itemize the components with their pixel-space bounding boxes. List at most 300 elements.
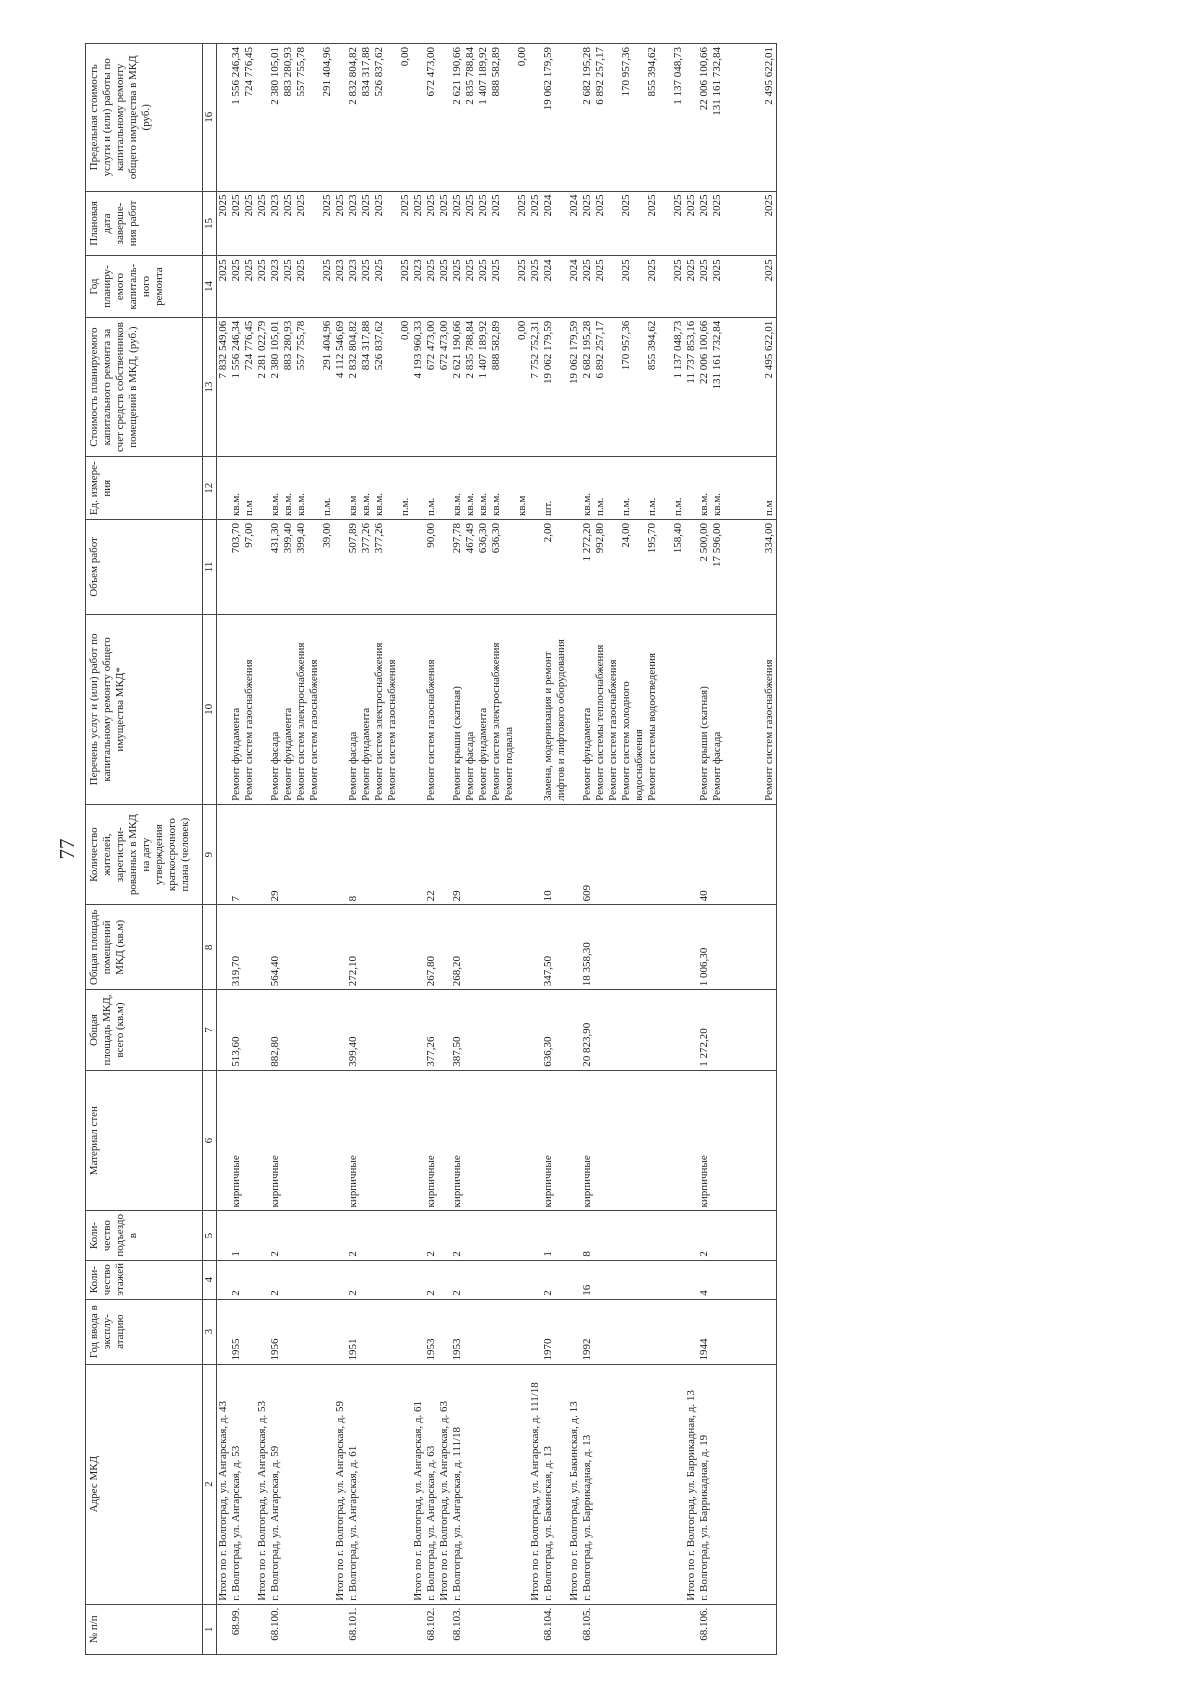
table-cell: 267,80	[425, 905, 438, 990]
column-number: 14	[203, 256, 217, 317]
table-cell: 2 832 804,82 834 317,88 526 837,62 0,00	[347, 317, 412, 457]
table-cell: 68.102.	[425, 1604, 438, 1654]
table-cell: 18 358,30	[581, 905, 685, 990]
table-cell: 268,20	[451, 905, 529, 990]
table-cell: Ремонт фасада Ремонт фундамента Ремонт систем электроснабжения Ремонт систем газоснабжения	[347, 614, 412, 804]
table-cell: Замена, модернизация и ремонт лифтов и лифтового оборудования	[542, 614, 568, 804]
table-cell: 19 062 179,59	[568, 317, 581, 457]
table-cell	[256, 990, 269, 1070]
table-cell: 2025 2025 2025 2025 2025	[581, 191, 685, 256]
table-cell	[256, 1299, 269, 1364]
table-cell: 2025 2025 2025	[698, 256, 777, 317]
column-number: 1	[203, 1604, 217, 1654]
table-cell	[529, 614, 542, 804]
table-cell: 1	[542, 1211, 568, 1260]
table-cell: 2	[425, 1260, 438, 1299]
table-cell: кв.м. кв.м. кв.м. п.м.	[269, 457, 334, 520]
table-cell: 2025 2025	[230, 191, 256, 256]
table-cell: Итого по г. Волгоград, ул. Баррикадная, д. 13	[685, 1364, 698, 1604]
table-cell: Ремонт крыши (скатная) Ремонт фасада Ремонт систем газоснабжения	[698, 614, 777, 804]
table-cell: кв.м. п.м. п.м. п.м. п.м.	[581, 457, 685, 520]
table-cell	[412, 519, 425, 614]
table-cell: 2	[451, 1260, 529, 1299]
column-number: 10	[203, 614, 217, 804]
table-cell: 2023 2025 2025 2025	[269, 191, 334, 256]
table-cell	[568, 1299, 581, 1364]
table-cell: кирпичные	[698, 1070, 777, 1211]
table-cell	[568, 990, 581, 1070]
table-cell: 10	[542, 804, 568, 905]
table-cell: 2 832 804,82 834 317,88 526 837,62 0,00	[347, 44, 412, 192]
table-cell: 2	[425, 1211, 438, 1260]
table-cell: 2025 2025 2025 2025 2025	[451, 191, 529, 256]
table-row	[230, 44, 256, 1655]
table-cell: 1955	[230, 1299, 256, 1364]
table-cell	[334, 990, 347, 1070]
table-cell: п.м.	[425, 457, 438, 520]
table-cell: кирпичные	[230, 1070, 256, 1211]
table-cell: 1970	[542, 1299, 568, 1364]
table-cell	[568, 804, 581, 905]
table-cell	[217, 905, 231, 990]
table-cell	[568, 457, 581, 520]
table-cell: кирпичные	[347, 1070, 412, 1211]
table-cell: кв.м. кв.м. п.м	[698, 457, 777, 520]
table-cell	[217, 44, 231, 192]
table-cell	[568, 1070, 581, 1211]
table-cell: 68.104.	[542, 1604, 568, 1654]
table-cell: 1	[230, 1211, 256, 1260]
table-cell: 2025	[685, 256, 698, 317]
total-row	[685, 44, 698, 1655]
table-cell: г. Волгоград, ул. Ангарская, д. 59	[269, 1364, 334, 1604]
table-cell	[412, 1260, 425, 1299]
table-cell	[334, 1070, 347, 1211]
table-cell: 1953	[451, 1299, 529, 1364]
table-cell	[412, 990, 425, 1070]
column-number: 11	[203, 519, 217, 614]
table-row	[581, 44, 685, 1655]
total-row	[412, 44, 425, 1655]
table-cell: г. Волгоград, ул. Ангарская, д. 63	[425, 1364, 438, 1604]
table-cell: Итого по г. Волгоград, ул. Ангарская, д. 63	[438, 1364, 451, 1604]
table-cell: г. Волгоград, ул. Ангарская, д. 53	[230, 1364, 256, 1604]
table-cell: 2 281 022,79	[256, 317, 269, 457]
table-cell	[685, 1299, 698, 1364]
table-cell: г. Волгоград, ул. Ангарская, д. 61	[347, 1364, 412, 1604]
header-max-cost: Предельная стоимость услуги и (или) работы по капитальному ремонту общего имущества в МКД (руб.)	[86, 44, 203, 192]
header-work-volume: Объем работ	[86, 519, 203, 614]
table-cell	[529, 905, 542, 990]
table-cell: Итого по г. Волгоград, ул. Ангарская, д. 61	[412, 1364, 425, 1604]
column-number: 13	[203, 317, 217, 457]
table-cell	[412, 804, 425, 905]
table-cell: 2 380 105,01 883 280,93 557 755,78 291 404,96	[269, 317, 334, 457]
table-cell	[334, 519, 347, 614]
table-row	[451, 44, 529, 1655]
table-cell: 2 621 190,66 2 835 788,84 1 407 189,92 888 582,89 0,00	[451, 44, 529, 192]
table-cell: 2025	[412, 191, 425, 256]
table-cell	[529, 990, 542, 1070]
table-row	[347, 44, 412, 1655]
table-cell: 2025	[438, 256, 451, 317]
table-cell: 399,40	[347, 990, 412, 1070]
table-cell: шт.	[542, 457, 568, 520]
table-cell: 272,10	[347, 905, 412, 990]
table-cell	[217, 990, 231, 1070]
total-row	[568, 44, 581, 1655]
table-row	[425, 44, 438, 1655]
table-cell: 2 500,00 17 596,00 334,00	[698, 519, 777, 614]
table-body	[217, 44, 777, 1655]
table-cell	[334, 44, 347, 192]
table-cell	[529, 44, 542, 192]
table-cell	[568, 1604, 581, 1654]
table-cell: 672 473,00	[425, 44, 438, 192]
table-cell: 2025	[438, 191, 451, 256]
table-cell	[334, 614, 347, 804]
table-cell: кирпичные	[425, 1070, 438, 1211]
table-cell: 636,30	[542, 990, 568, 1070]
table-cell	[685, 44, 698, 192]
table-cell: 22	[425, 804, 438, 905]
table-cell	[256, 1260, 269, 1299]
table-cell	[438, 905, 451, 990]
table-cell: 2025	[334, 191, 347, 256]
table-cell	[412, 905, 425, 990]
table-cell	[217, 519, 231, 614]
table-cell: 2025	[217, 191, 231, 256]
table-cell: 1953	[425, 1299, 438, 1364]
table-cell	[685, 519, 698, 614]
table-cell: 297,78 467,49 636,30 636,30	[451, 519, 529, 614]
column-number: 16	[203, 44, 217, 192]
table-cell	[529, 1211, 542, 1260]
table-cell	[568, 905, 581, 990]
table-cell	[685, 1070, 698, 1211]
header-num: № п/п	[86, 1604, 203, 1654]
table-cell: 2,00	[542, 519, 568, 614]
table-cell: 2025 2025 2025	[698, 191, 777, 256]
header-total-area: Общая площадь МКД, всего (кв.м)	[86, 990, 203, 1070]
table-cell	[685, 1211, 698, 1260]
table-cell	[438, 1070, 451, 1211]
table-cell: кирпичные	[581, 1070, 685, 1211]
table-cell: 2	[269, 1211, 334, 1260]
table-cell: 4	[698, 1260, 777, 1299]
header-cost: Стоимость планируемого капитального ремонта за счет средств собственников помещений в МКД, (руб.)	[86, 317, 203, 457]
column-number: 12	[203, 457, 217, 520]
table-cell: 40	[698, 804, 777, 905]
table-cell: 1951	[347, 1299, 412, 1364]
table-cell: 2	[347, 1260, 412, 1299]
table-cell	[412, 614, 425, 804]
table-cell: Ремонт фундамента Ремонт систем газоснабжения	[230, 614, 256, 804]
table-cell	[529, 1604, 542, 1654]
table-cell: 387,50	[451, 990, 529, 1070]
table-cell: 4 112 546,69	[334, 317, 347, 457]
table-cell: 22 006 100,66 131 161 732,84 2 495 622,01	[698, 44, 777, 192]
table-cell: 2023 2025 2025 2025	[347, 256, 412, 317]
table-cell	[334, 1260, 347, 1299]
table-cell	[217, 1211, 231, 1260]
table-cell: г. Волгоград, ул. Бакинская, д. 13	[542, 1364, 568, 1604]
table-cell	[438, 44, 451, 192]
table-cell: 2023	[412, 256, 425, 317]
table-cell: 1 556 246,34 724 776,45	[230, 317, 256, 457]
table-cell: кв.м. кв.м. кв.м. кв.м. кв.м	[451, 457, 529, 520]
total-row	[334, 44, 347, 1655]
header-row	[86, 44, 203, 1655]
table-cell	[334, 905, 347, 990]
table-cell: 564,40	[269, 905, 334, 990]
table-cell: г. Волгоград, ул. Баррикадная, д. 13	[581, 1364, 685, 1604]
table-cell	[685, 1260, 698, 1299]
header-address: Адрес МКД	[86, 1364, 203, 1604]
table-cell	[685, 457, 698, 520]
table-cell: 2024	[542, 191, 568, 256]
column-number: 3	[203, 1299, 217, 1364]
table-cell: 2025	[529, 191, 542, 256]
table-cell: 882,80	[269, 990, 334, 1070]
table-cell	[217, 1260, 231, 1299]
table-cell: Итого по г. Волгоград, ул. Бакинская, д. 13	[568, 1364, 581, 1604]
table-cell	[529, 519, 542, 614]
table-cell: 2 621 190,66 2 835 788,84 1 407 189,92 888 582,89 0,00	[451, 317, 529, 457]
table-cell	[217, 457, 231, 520]
table-cell: 29	[269, 804, 334, 905]
table-cell	[529, 457, 542, 520]
table-cell: г. Волгоград, ул. Ангарская, д. 111/18	[451, 1364, 529, 1604]
table-cell: 2	[347, 1211, 412, 1260]
table-cell: 2025 2025	[230, 256, 256, 317]
table-cell: 7 832 549,06	[217, 317, 231, 457]
table-cell	[438, 1260, 451, 1299]
column-number: 6	[203, 1070, 217, 1211]
table-cell: Ремонт крыши (скатная) Ремонт фасада Ремонт фундамента Ремонт систем электроснабжения Ремонт подвала	[451, 614, 529, 804]
table-cell: 20 823,90	[581, 990, 685, 1070]
table-cell	[568, 1211, 581, 1260]
table-cell: 19 062 179,59	[542, 44, 568, 192]
table-cell	[256, 614, 269, 804]
table-cell: Ремонт фундамента Ремонт системы теплоснабжения Ремонт систем газоснабжения Ремонт систем холодного водоснабжения Ремонт системы водоотведения	[581, 614, 685, 804]
table-cell: 431,30 399,40 399,40 39,00	[269, 519, 334, 614]
table-cell	[412, 44, 425, 192]
rotated-page	[55, 43, 1145, 1655]
table-cell	[685, 1604, 698, 1654]
table-cell: 507,89 377,26 377,26	[347, 519, 412, 614]
table-cell: 2025	[217, 256, 231, 317]
table-cell	[256, 519, 269, 614]
table-cell: 2	[230, 1260, 256, 1299]
table-cell: Ремонт систем газоснабжения	[425, 614, 438, 804]
table-cell: 11 737 853,16	[685, 317, 698, 457]
table-cell	[217, 1604, 231, 1654]
column-number: 15	[203, 191, 217, 256]
table-cell: 1 272,20 992,80 24,00 195,70 158,40	[581, 519, 685, 614]
table-cell	[334, 457, 347, 520]
table-cell: 2024	[568, 191, 581, 256]
table-cell: кирпичные	[542, 1070, 568, 1211]
table-cell	[438, 1211, 451, 1260]
table-cell: 2	[542, 1260, 568, 1299]
table-cell: 347,50	[542, 905, 568, 990]
table-cell	[438, 1299, 451, 1364]
header-premises-area: Общая площадь помещений МКД (кв.м)	[86, 905, 203, 990]
column-number-row	[203, 44, 217, 1655]
table-row	[269, 44, 334, 1655]
table-cell	[256, 804, 269, 905]
table-cell: 8	[581, 1211, 685, 1260]
table-cell: 2	[698, 1211, 777, 1260]
table-cell	[256, 1070, 269, 1211]
table-cell: 68.99.	[230, 1604, 256, 1654]
table-cell: 2 682 195,28 6 892 257,17 170 957,36 855 394,62 1 137 048,73	[581, 44, 685, 192]
column-number: 9	[203, 804, 217, 905]
table-cell: 703,70 97,00	[230, 519, 256, 614]
table-cell	[568, 44, 581, 192]
table-cell: 4 193 960,33	[412, 317, 425, 457]
table-cell: 2	[451, 1211, 529, 1260]
table-cell: 68.101.	[347, 1604, 412, 1654]
total-row	[256, 44, 269, 1655]
table-cell: 8	[347, 804, 412, 905]
table-cell: 2025	[529, 256, 542, 317]
table-cell: кв.м кв.м. кв.м. п.м.	[347, 457, 412, 520]
table-cell	[256, 1211, 269, 1260]
table-cell: 2025	[425, 256, 438, 317]
header-work-list: Перечень услуг и (или) работ по капитальному ремонту общего имущества МКД*	[86, 614, 203, 804]
table-cell	[438, 614, 451, 804]
header-unit: Ед. измере-ния	[86, 457, 203, 520]
table-cell	[529, 1299, 542, 1364]
header-entrances: Коли-чество подъездо в	[86, 1211, 203, 1260]
table-cell: 1992	[581, 1299, 685, 1364]
table-cell: 90,00	[425, 519, 438, 614]
table-cell	[438, 519, 451, 614]
table-cell	[438, 804, 451, 905]
table-cell	[568, 519, 581, 614]
table-cell: 2	[269, 1260, 334, 1299]
column-number: 2	[203, 1364, 217, 1604]
table-row	[542, 44, 568, 1655]
column-number: 5	[203, 1211, 217, 1260]
table-cell: кв.м. п.м	[230, 457, 256, 520]
table-cell	[529, 804, 542, 905]
table-cell	[412, 1211, 425, 1260]
table-cell: г. Волгоград, ул. Баррикадная, д. 19	[698, 1364, 777, 1604]
table-cell: Итого по г. Волгоград, ул. Ангарская, д. 43	[217, 1364, 231, 1604]
table-cell	[685, 905, 698, 990]
column-number: 4	[203, 1260, 217, 1299]
table-cell: 22 006 100,66 131 161 732,84 2 495 622,01	[698, 317, 777, 457]
table-cell	[334, 1604, 347, 1654]
table-cell	[685, 614, 698, 804]
table-cell: Итого по г. Волгоград, ул. Ангарская, д. 59	[334, 1364, 347, 1604]
table-cell: 2024	[542, 256, 568, 317]
table-cell	[568, 1260, 581, 1299]
table-cell: 2025	[685, 191, 698, 256]
table-cell: 68.103.	[451, 1604, 529, 1654]
table-cell: 2025 2025 2025 2025 2025	[451, 256, 529, 317]
table-cell: 68.100.	[269, 1604, 334, 1654]
table-cell: 1944	[698, 1299, 777, 1364]
table-cell: 2025	[425, 191, 438, 256]
table-cell: 2025	[256, 256, 269, 317]
table-cell: 29	[451, 804, 529, 905]
table-cell	[256, 44, 269, 192]
table-cell: 2025 2025 2025 2025 2025	[581, 256, 685, 317]
table-cell	[438, 990, 451, 1070]
header-floors: Коли-чество этажей	[86, 1260, 203, 1299]
table-row	[698, 44, 777, 1655]
table-cell	[256, 1604, 269, 1654]
header-year-built: Год ввода в эксплу-атацию	[86, 1299, 203, 1364]
table-cell: 1 556 246,34 724 776,45	[230, 44, 256, 192]
table-cell: 2023 2025 2025 2025	[347, 191, 412, 256]
table-cell	[217, 1070, 231, 1211]
table-cell: 377,26	[425, 990, 438, 1070]
table-cell	[217, 804, 231, 905]
table-cell: Итого по г. Волгоград, ул. Ангарская, д. 111/18	[529, 1364, 542, 1604]
total-row	[217, 44, 231, 1655]
table-cell: Ремонт фасада Ремонт фундамента Ремонт систем электроснабжения Ремонт систем газоснабжения	[269, 614, 334, 804]
header-residents: Количество жителей, зарегистри-рованных в МКД на дату утверждения краткосрочного плана (человек)	[86, 804, 203, 905]
header-completion-date: Плановая дата заверше-ния работ	[86, 191, 203, 256]
table-cell: 16	[581, 1260, 685, 1299]
table-cell	[256, 905, 269, 990]
table-cell: 672 473,00	[425, 317, 438, 457]
table-cell	[412, 1299, 425, 1364]
table-cell	[334, 1211, 347, 1260]
table-cell	[412, 1070, 425, 1211]
table-cell	[568, 614, 581, 804]
table-cell: 2023	[334, 256, 347, 317]
repair-register-table	[85, 43, 777, 1655]
table-cell	[256, 457, 269, 520]
table-cell: 672 473,00	[438, 317, 451, 457]
table-cell: 68.106.	[698, 1604, 777, 1654]
table-cell: 2 380 105,01 883 280,93 557 755,78 291 404,96	[269, 44, 334, 192]
table-cell	[529, 1070, 542, 1211]
table-cell: 68.105.	[581, 1604, 685, 1654]
table-cell	[334, 1299, 347, 1364]
table-cell	[217, 1299, 231, 1364]
total-row	[529, 44, 542, 1655]
table-cell: 2025	[256, 191, 269, 256]
table-cell	[217, 614, 231, 804]
column-number: 7	[203, 990, 217, 1070]
total-row	[438, 44, 451, 1655]
table-cell: 609	[581, 804, 685, 905]
table-cell: 319,70	[230, 905, 256, 990]
table-cell: 1956	[269, 1299, 334, 1364]
table-cell: 513,60	[230, 990, 256, 1070]
table-cell	[412, 1604, 425, 1654]
table-cell: 1 272,20	[698, 990, 777, 1070]
column-number: 8	[203, 905, 217, 990]
table-cell: 19 062 179,59	[542, 317, 568, 457]
table-cell: 2023 2025 2025 2025	[269, 256, 334, 317]
table-cell	[334, 804, 347, 905]
table-cell	[438, 1604, 451, 1654]
table-cell	[529, 1260, 542, 1299]
table-cell: кирпичные	[269, 1070, 334, 1211]
table-cell	[412, 457, 425, 520]
table-cell	[438, 457, 451, 520]
table-cell: кирпичные	[451, 1070, 529, 1211]
table-cell: 2024	[568, 256, 581, 317]
